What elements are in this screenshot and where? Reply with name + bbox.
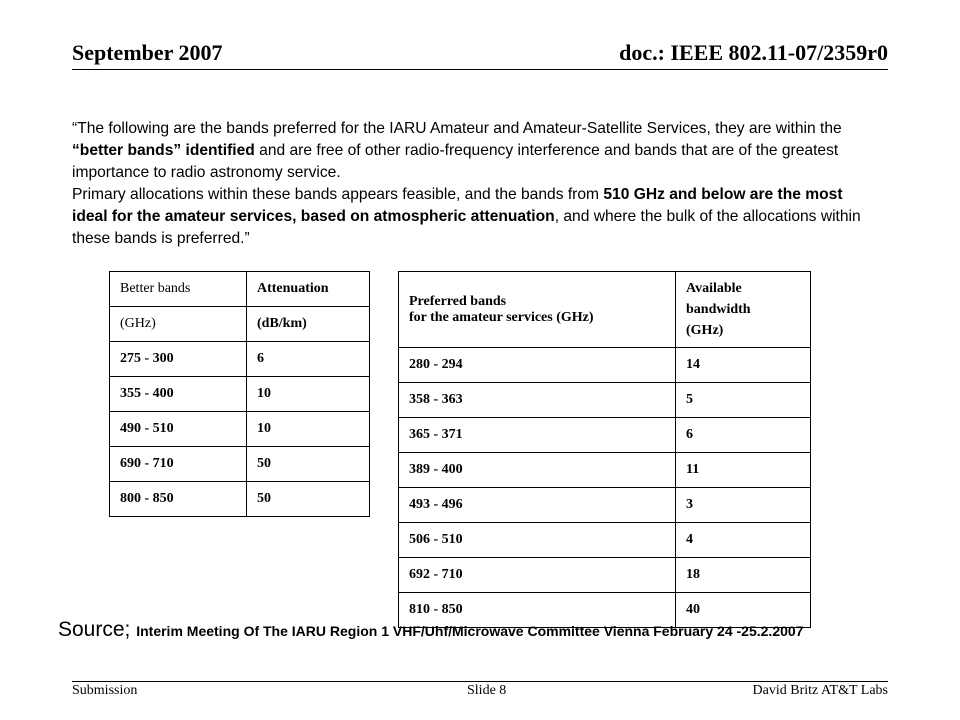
table-cell: 493 - 496: [399, 488, 676, 523]
table-cell: 40: [676, 593, 811, 628]
source-citation: [58, 618, 803, 642]
table-cell: 490 - 510: [110, 412, 247, 447]
table-header-cell: Attenuation: [247, 272, 370, 307]
table-row: [110, 377, 370, 412]
header-divider: [72, 69, 888, 70]
table-cell: 5: [676, 383, 811, 418]
table-cell: 50: [247, 447, 370, 482]
header-line: bandwidth: [686, 302, 751, 317]
table-row: [399, 418, 811, 453]
table-cell: 3: [676, 488, 811, 523]
header-line: for the amateur services (GHz): [409, 309, 594, 325]
source-text: Interim Meeting Of The IARU Region 1 VHF/Uhf/Microwave Committee Vienna February 24 -25.2.2007: [136, 623, 804, 639]
table-row: [110, 412, 370, 447]
table-cell: 14: [676, 348, 811, 383]
table-cell: 6: [247, 342, 370, 377]
table-row: [399, 348, 811, 383]
table-row: [110, 342, 370, 377]
header-line: Preferred bands: [409, 293, 507, 309]
table-cell: 692 - 710: [399, 558, 676, 593]
table-cell: 4: [676, 523, 811, 558]
table-row: [110, 447, 370, 482]
quote-emphasis: 510 GHz and below are the most ideal for the amateur services, based on atmospheric attenuation: [72, 186, 843, 225]
source-label: Source;: [58, 618, 137, 641]
table-header-cell: [676, 272, 811, 348]
table-header-cell: (dB/km): [247, 307, 370, 342]
table-cell: 506 - 510: [399, 523, 676, 558]
table-cell: 50: [247, 482, 370, 517]
table-row: [110, 482, 370, 517]
table-cell: 690 - 710: [110, 447, 247, 482]
quote-text: Primary allocations within these bands appears feasible, and the bands from: [72, 186, 604, 203]
table-cell: 358 - 363: [399, 383, 676, 418]
table-cell: 365 - 371: [399, 418, 676, 453]
table-cell: 10: [247, 377, 370, 412]
table-header-cell: [399, 272, 676, 348]
header-date: September 2007: [72, 40, 223, 65]
table-row: [399, 453, 811, 488]
table-cell: 389 - 400: [399, 453, 676, 488]
table-row: [399, 523, 811, 558]
quote-emphasis: “better bands” identified: [72, 142, 255, 159]
table-cell: 18: [676, 558, 811, 593]
table-cell: 355 - 400: [110, 377, 247, 412]
quote-text: and are free of other radio-frequency interference and bands that are of the greatest importance to radio astronomy service.: [72, 142, 839, 181]
preferred-bands-table: [398, 271, 811, 628]
table-cell: 800 - 850: [110, 482, 247, 517]
table-row: [399, 488, 811, 523]
footer-submission: Submission: [72, 683, 138, 698]
header-doc-id: doc.: IEEE 802.11-07/2359r0: [619, 40, 888, 65]
footer-divider: [72, 681, 888, 682]
table-cell: 280 - 294: [399, 348, 676, 383]
table-cell: 810 - 850: [399, 593, 676, 628]
table-cell: 11: [676, 453, 811, 488]
header-line: Available: [686, 281, 742, 296]
better-bands-table: [109, 271, 370, 517]
quote-text: “The following are the bands preferred for the IARU Amateur and Amateur-Satellite Services, they are within the: [72, 120, 842, 137]
table-row: [399, 383, 811, 418]
quote-text: , and where the bulk of the allocations within these bands is preferred.”: [72, 208, 861, 247]
table-cell: 10: [247, 412, 370, 447]
table-cell: 275 - 300: [110, 342, 247, 377]
table-cell: 6: [676, 418, 811, 453]
footer-slide-number: Slide 8: [467, 683, 507, 698]
header-line: (GHz): [686, 323, 724, 338]
footer-author: David Britz AT&T Labs: [752, 683, 888, 698]
table-header-cell: (GHz): [110, 307, 247, 342]
table-row: [399, 558, 811, 593]
table-header-cell: Better bands: [110, 272, 247, 307]
quote-paragraph: [72, 118, 872, 250]
